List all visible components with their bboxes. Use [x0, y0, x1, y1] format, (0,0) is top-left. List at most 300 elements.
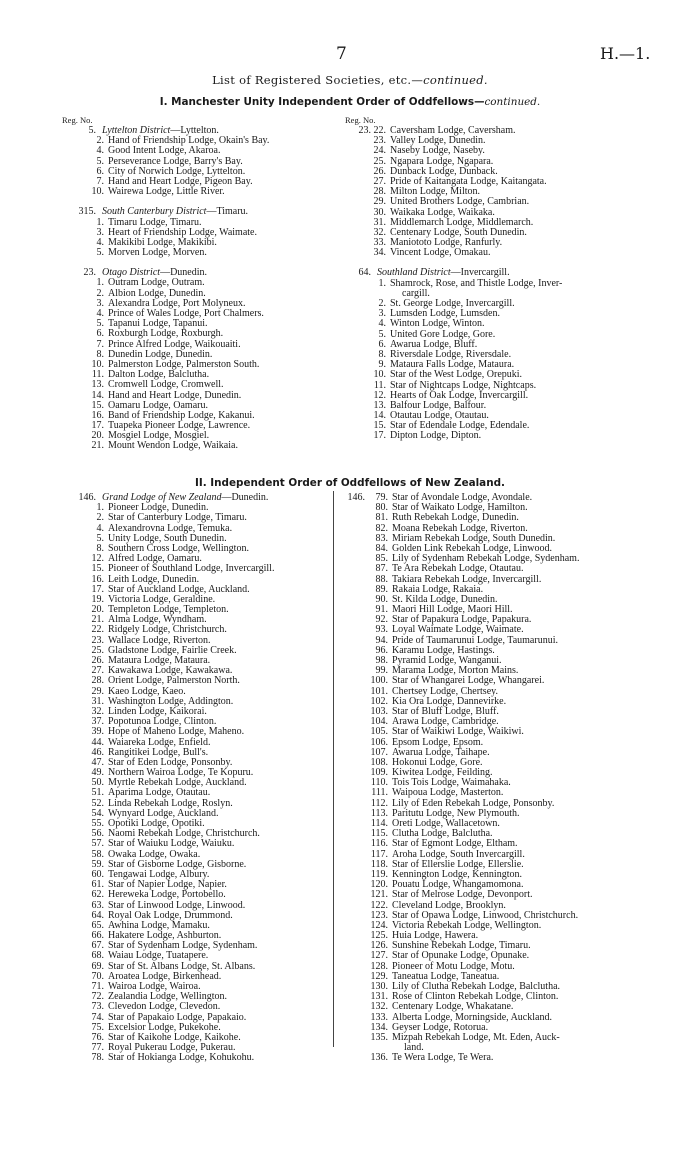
district-name: Grand Lodge of New Zealand	[102, 492, 222, 503]
lodge-number: 118.	[370, 858, 388, 870]
list-item	[345, 248, 645, 258]
lodge-name: Mataura Lodge, Mataura.	[108, 655, 211, 666]
lodge-name: Vincent Lodge, Omakau.	[390, 247, 491, 259]
district-place: —Timaru.	[206, 206, 249, 218]
lodge-number: 15.	[91, 563, 104, 575]
lodge-number: 49.	[91, 767, 104, 779]
lodge-number: 115.	[370, 828, 388, 840]
lodge-number: 80.	[375, 502, 388, 514]
lodge-name: Unity Lodge, South Dunedin.	[108, 532, 227, 544]
lodge-name: Aroha Lodge, South Invercargill.	[392, 848, 525, 860]
lodge-name: Hope of Maheno Lodge, Maheno.	[108, 726, 245, 738]
lodge-number: 13.	[373, 399, 386, 411]
registration-number: 5.	[88, 125, 96, 136]
lodge-number: 5.	[96, 318, 104, 330]
lodge-number: 66.	[91, 930, 104, 942]
district-group	[345, 268, 645, 441]
lodge-name: United Brothers Lodge, Cambrian.	[390, 196, 530, 208]
lodge-number: 8.	[378, 348, 386, 360]
lodge-number: 117.	[370, 848, 388, 860]
lodge-name: Timaru Lodge, Timaru.	[108, 216, 202, 228]
lodge-name: Star of Napier Lodge, Napier.	[108, 879, 227, 891]
lodge-name: Star of the West Lodge, Orepuki.	[390, 369, 523, 381]
lodge-number: 13.	[91, 379, 104, 391]
section-1-title	[0, 96, 700, 108]
lodge-number: 30.	[373, 206, 386, 218]
lodge-name: Kia Ora Lodge, Dannevirke.	[392, 695, 507, 707]
lodge-name: Dunback Lodge, Dunback.	[390, 165, 498, 177]
lodge-number: 124.	[370, 919, 388, 931]
lodge-name: Tapanui Lodge, Tapanui.	[108, 318, 208, 330]
list-item	[345, 279, 645, 289]
lodge-number: 2.	[378, 298, 386, 309]
lodge-name: Hakatere Lodge, Ashburton.	[108, 930, 222, 942]
lodge-name: Star of Linwood Lodge, Linwood.	[108, 899, 246, 911]
section-1-right-column	[345, 115, 645, 452]
lodge-name: Star of Ellerslie Lodge, Ellerslie.	[392, 858, 524, 870]
lodge-number: 121.	[370, 889, 388, 901]
lodge-number: 114.	[370, 818, 388, 829]
lodge-number: 72.	[91, 991, 104, 1003]
lodge-number: 14.	[91, 389, 104, 401]
lodge-number: 1.	[378, 277, 386, 289]
lodge-number: 15.	[373, 420, 386, 432]
lodge-name: Opotiki Lodge, Opotiki.	[108, 818, 205, 829]
lodge-name: Maniototo Lodge, Ranfurly.	[390, 237, 503, 249]
lodge-name: Middlemarch Lodge, Middlemarch.	[390, 216, 534, 228]
lodge-name: Golden Link Rebekah Lodge, Linwood.	[392, 542, 552, 554]
lodge-number: 2.	[96, 287, 104, 299]
lodge-number: 17.	[91, 420, 104, 432]
lodge-name: Alexandra Lodge, Port Molyneux.	[108, 297, 246, 309]
lodge-number: 135.	[370, 1031, 388, 1043]
lodge-number: 12.	[91, 553, 104, 565]
district-group	[62, 126, 352, 197]
lodge-name: Mount Wendon Lodge, Waikaia.	[108, 440, 238, 452]
lodge-number: 62.	[91, 889, 104, 901]
lodge-name: Waiau Lodge, Tuatapere.	[108, 950, 209, 962]
lodge-name: Wairoa Lodge, Wairoa.	[108, 981, 201, 992]
lodge-name: Geyser Lodge, Rotorua.	[392, 1021, 489, 1033]
lodge-number: 21.	[91, 614, 104, 626]
lodge-number: 2.	[96, 135, 104, 147]
lodge-number: 50.	[91, 777, 104, 789]
lodge-name: Orient Lodge, Palmerston North.	[108, 675, 240, 687]
lodge-number: 64.	[91, 909, 104, 921]
list-item	[62, 890, 332, 900]
lodge-name: Band of Friendship Lodge, Kakanui.	[108, 409, 255, 421]
lodge-number: 55.	[91, 818, 104, 829]
lodge-name: Prince of Wales Lodge, Port Chalmers.	[108, 308, 264, 319]
lodge-number: 122.	[370, 899, 388, 911]
lodge-number: 111.	[371, 787, 388, 799]
lodge-name: Wynyard Lodge, Auckland.	[108, 807, 219, 819]
lodge-name: Centenary Lodge, Whakatane.	[392, 1001, 514, 1013]
reg-no-label: Reg. No.	[62, 115, 93, 125]
lodge-number: 27.	[91, 665, 104, 677]
lodge-name: Star of Waikiwi Lodge, Waikiwi.	[392, 726, 524, 738]
lodge-number: 46.	[91, 746, 104, 758]
lodge-number: 99.	[375, 665, 388, 677]
lodge-name: Gladstone Lodge, Fairlie Creek.	[108, 644, 237, 656]
lodge-number: 54.	[91, 807, 104, 819]
lodge-name: Marama Lodge, Morton Mains.	[392, 665, 519, 677]
lodge-number: 5.	[96, 247, 104, 259]
lodge-name: Waikaka Lodge, Waikaka.	[390, 206, 495, 218]
lodge-number: 34.	[373, 247, 386, 259]
lodge-name: Alfred Lodge, Oamaru.	[108, 553, 202, 565]
lodge-number: 119.	[370, 868, 388, 880]
district-name: South Canterbury District	[102, 206, 207, 218]
district-place: —Dunedin.	[160, 267, 208, 279]
lodge-name: Cleveland Lodge, Brooklyn.	[392, 899, 506, 911]
lodge-number: 47.	[91, 756, 104, 768]
lodge-name: cargill.	[402, 287, 430, 299]
lodge-name: Dalton Lodge, Balclutha.	[108, 369, 210, 381]
district-row	[62, 207, 352, 217]
district-row	[62, 268, 352, 278]
lodge-number: 5.	[96, 532, 104, 544]
lodge-name: Leith Lodge, Dunedin.	[108, 573, 200, 585]
lodge-name: Valley Lodge, Dunedin.	[390, 135, 486, 147]
lodge-name: Star of Waikato Lodge, Hamilton.	[392, 502, 528, 514]
lodge-name: Oreti Lodge, Wallacetown.	[392, 818, 500, 829]
lodge-name: Shamrock, Rose, and Thistle Lodge, Inver-	[390, 277, 563, 289]
list-item	[345, 890, 665, 900]
lodge-name: Rose of Clinton Rebekah Lodge, Clinton.	[392, 991, 559, 1003]
district-name: Lyttelton District	[102, 125, 171, 136]
lodge-number: 75.	[91, 1021, 104, 1033]
lodge-name: Hand and Heart Lodge, Pigeon Bay.	[108, 175, 253, 187]
lodge-name: Milton Lodge, Milton.	[390, 186, 480, 198]
lodge-name: Taneatua Lodge, Taneatua.	[392, 970, 500, 982]
district-heading	[102, 207, 248, 217]
lodge-name: Hokonui Lodge, Gore.	[392, 756, 483, 768]
lodge-name: Aroatea Lodge, Birkenhead.	[108, 970, 222, 982]
lodge-number: 100.	[370, 675, 388, 687]
lodge-name: Lily of Sydenham Rebekah Lodge, Sydenham.	[392, 553, 580, 565]
lodge-number: 125.	[370, 930, 388, 942]
lodge-name: Naomi Rebekah Lodge, Christchurch.	[108, 828, 260, 840]
lodge-number: 96.	[375, 644, 388, 656]
list-item	[345, 727, 665, 737]
lodge-number: 103.	[370, 705, 388, 717]
lodge-number: 110.	[370, 777, 388, 789]
lodge-name: Popotunoa Lodge, Clinton.	[108, 716, 217, 728]
lodge-name: Star of Sydenham Lodge, Sydenham.	[108, 940, 258, 952]
district-name: Otago District	[102, 267, 161, 279]
lodge-number: 25.	[373, 155, 386, 167]
lodge-number: 4.	[96, 522, 104, 534]
lodge-name: Karamu Lodge, Hastings.	[392, 644, 495, 656]
lodge-number: 98.	[375, 655, 388, 666]
lodge-name: Centenary Lodge, South Dunedin.	[390, 226, 527, 238]
lodge-name: Lily of Clutha Rebekah Lodge, Balclutha.	[392, 981, 561, 992]
lodge-name: Moana Rebekah Lodge, Riverton.	[392, 522, 528, 534]
lodge-name: Kaeo Lodge, Kaeo.	[108, 685, 186, 697]
registration-number: 23.	[358, 125, 371, 136]
lodge-name: Mosgiel Lodge, Mosgiel.	[108, 430, 210, 442]
lodge-name: Dunedin Lodge, Dunedin.	[108, 348, 213, 360]
lodge-name: Rakaia Lodge, Rakaia.	[392, 583, 484, 595]
lodge-name: Victoria Rebekah Lodge, Wellington.	[392, 919, 542, 931]
lodge-name: Outram Lodge, Outram.	[108, 277, 205, 289]
lodge-name: Hand and Heart Lodge, Dunedin.	[108, 389, 242, 401]
registration-number: 23.	[83, 267, 96, 279]
lodge-name: Owaka Lodge, Owaka.	[108, 848, 201, 860]
lodge-number: 85.	[375, 553, 388, 565]
lodge-number: 12.	[373, 389, 386, 401]
lodge-number: 61.	[91, 879, 104, 891]
lodge-name: St. Kilda Lodge, Dunedin.	[392, 593, 498, 605]
lodge-name: Tengawai Lodge, Albury.	[108, 868, 210, 880]
lodge-name: Caversham Lodge, Caversham.	[390, 125, 516, 136]
lodge-name: Kawakawa Lodge, Kawakawa.	[108, 665, 233, 677]
section-1-title-suffix: continued.	[484, 96, 541, 108]
page-number: 7	[336, 44, 347, 64]
lodge-name: Alma Lodge, Wyndham.	[108, 614, 207, 626]
lodge-number: 87.	[375, 563, 388, 575]
lodge-number: 108.	[370, 756, 388, 768]
lodge-name: Star of Papakaio Lodge, Papakaio.	[108, 1011, 247, 1023]
section-2-title: II. Independent Order of Oddfellows of New Zealand.	[195, 477, 505, 489]
lodge-name: Awarua Lodge, Taihape.	[392, 746, 490, 758]
lodge-name: Zealandia Lodge, Wellington.	[108, 991, 227, 1003]
lodge-number: 128.	[370, 960, 388, 972]
lodge-number: 44.	[91, 736, 104, 748]
list-item	[345, 1053, 665, 1063]
lodge-name: Epsom Lodge, Epsom.	[392, 736, 484, 748]
lodge-name: Linden Lodge, Kaikorai.	[108, 705, 207, 717]
lodge-number: 107.	[370, 746, 388, 758]
lodge-number: 89.	[375, 583, 388, 595]
lodge-number: 79.	[375, 492, 388, 503]
lodge-number: 134.	[370, 1021, 388, 1033]
lodge-name: Oamaru Lodge, Oamaru.	[108, 399, 208, 411]
lodge-name: Wairewa Lodge, Little River.	[108, 186, 225, 198]
registration-number: 64.	[358, 267, 371, 279]
lodge-name: Miriam Rebekah Lodge, South Dunedin.	[392, 532, 556, 544]
lodge-number: 104.	[370, 716, 388, 728]
lodge-number: 123.	[370, 909, 388, 921]
lodge-number: 70.	[91, 970, 104, 982]
lodge-name: Alexandrovna Lodge, Temuka.	[108, 522, 233, 534]
lodge-number: 8.	[96, 348, 104, 360]
lodge-name: Loyal Waimate Lodge, Waimate.	[392, 624, 524, 636]
list-item	[62, 380, 352, 390]
lodge-name: Ngapara Lodge, Ngapara.	[390, 155, 494, 167]
section-1-title-text: I. Manchester Unity Independent Order of Oddfellows—	[159, 96, 485, 108]
lodge-number: 65.	[91, 919, 104, 931]
list-item	[345, 197, 645, 207]
lodge-number: 94.	[375, 634, 388, 646]
lodge-number: 23.	[373, 135, 386, 147]
lodge-name: Makikibi Lodge, Makikibi.	[108, 236, 217, 248]
lodge-number: 28.	[373, 186, 386, 198]
lodge-name: Victoria Lodge, Geraldine.	[108, 593, 216, 605]
lodge-number: 16.	[91, 573, 104, 585]
lodge-name: Templeton Lodge, Templeton.	[108, 604, 229, 616]
lodge-name: United Gore Lodge, Gore.	[390, 328, 496, 340]
page-reference: H.—1.	[600, 44, 651, 63]
lodge-number: 26.	[91, 655, 104, 666]
lodge-number: 6.	[378, 338, 386, 350]
lodge-name: City of Norwich Lodge, Lyttelton.	[108, 165, 246, 177]
district-group	[345, 126, 645, 258]
lodge-number: 71.	[91, 981, 104, 992]
lodge-name: Rangitikei Lodge, Bull's.	[108, 746, 209, 758]
lodge-name: Palmerston Lodge, Palmerston South.	[108, 358, 260, 370]
lodge-name: Star of Gisborne Lodge, Gisborne.	[108, 858, 247, 870]
lodge-number: 113.	[370, 807, 388, 819]
lodge-number: 23.	[91, 634, 104, 646]
registration-number: 315.	[78, 206, 96, 218]
lodge-name: Star of St. Albans Lodge, St. Albans.	[108, 960, 256, 972]
lodge-number: 90.	[375, 593, 388, 605]
lodge-number: 105.	[370, 726, 388, 738]
lodge-name: Chertsey Lodge, Chertsey.	[392, 685, 498, 697]
lodge-name: Pioneer of Southland Lodge, Invercargill.	[108, 563, 275, 575]
lodge-name: Awarua Lodge, Bluff.	[390, 338, 478, 350]
lodge-number: 67.	[91, 940, 104, 952]
district-group	[62, 207, 352, 258]
lodge-number: 82.	[375, 522, 388, 534]
lodge-number: 101.	[370, 685, 388, 697]
lodge-name: Balfour Lodge, Balfour.	[390, 399, 487, 411]
lodge-name: Ruth Rebekah Lodge, Dunedin.	[392, 512, 519, 524]
lodge-name: Te Wera Lodge, Te Wera.	[392, 1052, 494, 1064]
lodge-name: Paritutu Lodge, New Plymouth.	[392, 807, 520, 819]
lodge-number: 29.	[373, 196, 386, 208]
lodge-name: Hand of Friendship Lodge, Okain's Bay.	[108, 135, 270, 147]
lodge-number: 126.	[370, 940, 388, 952]
lodge-name: Awhina Lodge, Mamaku.	[108, 919, 210, 931]
lodge-number: 1.	[96, 216, 104, 228]
lodge-name: Mizpah Rebekah Lodge, Mt. Eden, Auck-	[392, 1031, 560, 1043]
lodge-name: Mataura Falls Lodge, Mataura.	[390, 359, 515, 371]
lodge-number: 1.	[96, 277, 104, 289]
lodge-name: Tois Tois Lodge, Waimahaka.	[392, 777, 511, 789]
lodge-name: Riversdale Lodge, Riversdale.	[390, 348, 512, 360]
lodge-number: 77.	[91, 1042, 104, 1054]
lodge-number: 133.	[370, 1011, 388, 1023]
lodge-number: 59.	[91, 858, 104, 870]
lodge-number: 31.	[373, 216, 386, 228]
lodge-number: 20.	[91, 604, 104, 616]
lodge-number: 84.	[375, 542, 388, 554]
lodge-name: Star of Hokianga Lodge, Kohukohu.	[108, 1052, 255, 1064]
lodge-number: 129.	[370, 970, 388, 982]
lodge-name: St. George Lodge, Invercargill.	[390, 298, 515, 309]
column-divider	[333, 491, 334, 1047]
registration-number: 146.	[347, 492, 365, 503]
lodge-number: 74.	[91, 1011, 104, 1023]
lodge-number: 1.	[96, 502, 104, 514]
lodge-number: 9.	[378, 359, 386, 371]
lodge-number: 106.	[370, 736, 388, 748]
lodge-name: Albion Lodge, Dunedin.	[108, 287, 206, 299]
lodge-number: 4.	[96, 145, 104, 157]
lodge-number: 21.	[91, 440, 104, 452]
lodge-name: Winton Lodge, Winton.	[390, 318, 485, 330]
lodge-name: Pride of Kaitangata Lodge, Kaitangata.	[390, 175, 547, 187]
registration-number: 146.	[78, 492, 96, 503]
lodge-name: Heart of Friendship Lodge, Waimate.	[108, 226, 257, 238]
lodge-number: 7.	[96, 175, 104, 187]
lodge-number: 91.	[375, 604, 388, 616]
lodge-name: Pioneer of Motu Lodge, Motu.	[392, 960, 515, 972]
lodge-number: 102.	[370, 695, 388, 707]
lodge-number: 3.	[96, 226, 104, 238]
lodge-name: Star of Nightcaps Lodge, Nightcaps.	[390, 379, 537, 391]
lodge-name: Maori Hill Lodge, Maori Hill.	[392, 604, 513, 616]
lodge-number: 20.	[91, 430, 104, 442]
lodge-number: 127.	[370, 950, 388, 962]
lodge-name: Morven Lodge, Morven.	[108, 247, 207, 259]
lodge-name: Excelsior Lodge, Pukekohe.	[108, 1021, 221, 1033]
lodge-name: Waiareka Lodge, Enfield.	[108, 736, 211, 748]
list-item	[62, 238, 352, 248]
lodge-name: Star of Canterbury Lodge, Timaru.	[108, 512, 247, 524]
list-item	[345, 564, 665, 574]
lodge-number: 7.	[96, 338, 104, 350]
lodge-name: Star of Bluff Lodge, Bluff.	[392, 705, 499, 717]
lodge-name: Perseverance Lodge, Barry's Bay.	[108, 155, 243, 167]
lodge-name: Te Ara Rebekah Lodge, Otautau.	[392, 563, 524, 575]
lodge-name: Otautau Lodge, Otautau.	[390, 410, 489, 422]
lodge-number: 3.	[96, 297, 104, 309]
lodge-name: Star of Edendale Lodge, Edendale.	[390, 420, 530, 432]
lodge-number: 11.	[91, 369, 104, 381]
lodge-number: 22.	[91, 624, 104, 636]
lodge-name: Clutha Lodge, Balclutha.	[392, 828, 493, 840]
list-item	[62, 248, 352, 258]
list-item	[345, 431, 645, 441]
lodge-number: 26.	[373, 165, 386, 177]
lodge-number: 63.	[91, 899, 104, 911]
lodge-name: Myrtle Rebekah Lodge, Auckland.	[108, 777, 247, 789]
lodge-number: 15.	[91, 399, 104, 411]
list-item	[62, 187, 352, 197]
lodge-name: Huia Lodge, Hawera.	[392, 930, 479, 942]
lodge-number: 112.	[370, 797, 388, 809]
lodge-number: 58.	[91, 848, 104, 860]
lodge-name: Star of Opawa Lodge, Linwood, Christchurch.	[392, 909, 579, 921]
lodge-number: 6.	[96, 328, 104, 340]
lodge-name: Lily of Eden Rebekah Lodge, Ponsonby.	[392, 797, 555, 809]
lodge-number: 39.	[91, 726, 104, 738]
lodge-number: 73.	[91, 1001, 104, 1013]
lodge-number: 52.	[91, 797, 104, 809]
lodge-number: 29.	[91, 685, 104, 697]
district-place: —Lyttelton.	[170, 125, 219, 136]
lodge-name: Aparima Lodge, Otautau.	[108, 787, 211, 799]
lodge-number: 136.	[370, 1052, 388, 1064]
lodge-name: Roxburgh Lodge, Roxburgh.	[108, 328, 224, 340]
lodge-name: Hearts of Oak Lodge, Invercargill.	[390, 389, 529, 401]
list-item	[62, 564, 332, 574]
list-item	[62, 278, 352, 288]
lodge-number: 10.	[373, 369, 386, 381]
section-2-left-column	[62, 493, 332, 1064]
lodge-name: Star of Opunake Lodge, Opunake.	[392, 950, 530, 962]
lodge-number: 19.	[91, 593, 104, 605]
lodge-name: Sunshine Rebekah Lodge, Timaru.	[392, 940, 531, 952]
lodge-number: 32.	[91, 705, 104, 717]
lodge-name: Good Intent Lodge, Akaroa.	[108, 145, 221, 157]
lodge-number: 5.	[96, 155, 104, 167]
lodge-number: 92.	[375, 614, 388, 626]
